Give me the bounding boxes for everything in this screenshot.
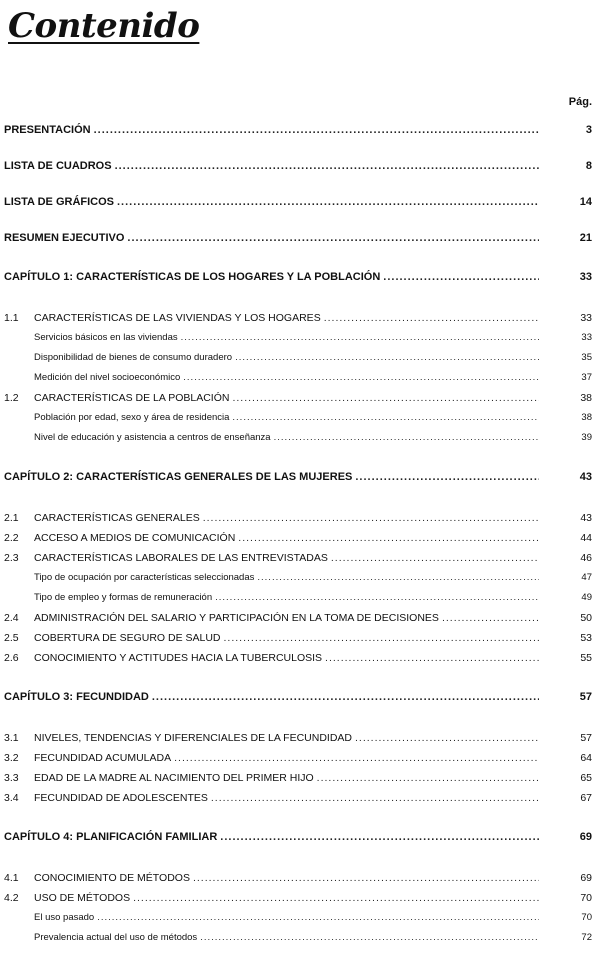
- toc-chapter-entry[interactable]: [0, 232, 600, 244]
- toc-chapter-entry[interactable]: [0, 196, 600, 208]
- toc-entry-label: CAPÍTULO 2: CARACTERÍSTICAS GENERALES DE LAS MUJERES: [4, 471, 353, 483]
- toc-entry-label: CONOCIMIENTO DE MÉTODOS: [34, 872, 190, 884]
- toc-section-entry[interactable]: [0, 532, 600, 544]
- dot-leader: [152, 691, 539, 703]
- dot-leader: [317, 772, 539, 784]
- toc-entry-label: NIVELES, TENDENCIAS Y DIFERENCIALES DE LA FECUNDIDAD: [34, 732, 353, 744]
- toc-subsection-entry[interactable]: [0, 932, 600, 943]
- toc-section-entry[interactable]: [0, 752, 600, 764]
- toc-entry-page-number: 43: [579, 471, 592, 483]
- toc-subsection-entry[interactable]: [0, 332, 600, 343]
- toc-entry-label: CAPÍTULO 4: PLANIFICACIÓN FAMILIAR: [4, 831, 218, 843]
- toc-section-entry[interactable]: [0, 772, 600, 784]
- toc-entry-page-number: 44: [580, 532, 592, 544]
- toc-entry-number: 1.1: [4, 312, 19, 324]
- dot-leader: [215, 592, 539, 603]
- dot-leader: [383, 271, 539, 283]
- toc-entry-page-number: 43: [580, 512, 592, 524]
- toc-entry-number: 2.6: [4, 652, 19, 664]
- toc-section-entry[interactable]: [0, 392, 600, 404]
- toc-entry-page-number: 33: [581, 332, 592, 343]
- toc-entry-page-number: 72: [581, 932, 592, 943]
- toc-section-entry[interactable]: [0, 872, 600, 884]
- toc-entry-label: LISTA DE GRÁFICOS: [4, 196, 114, 208]
- dot-leader: [181, 332, 539, 343]
- toc-entry-page-number: 8: [585, 160, 592, 172]
- toc-entry-label: Prevalencia actual del uso de métodos: [34, 932, 198, 943]
- toc-section-entry[interactable]: [0, 732, 600, 744]
- toc-entry-label: CARACTERÍSTICAS LABORALES DE LAS ENTREVISTADAS: [34, 552, 328, 564]
- toc-entry-page-number: 33: [580, 312, 592, 324]
- toc-entry-label: ADMINISTRACIÓN DEL SALARIO Y PARTICIPACIÓN EN LA TOMA DE DECISIONES: [34, 612, 439, 624]
- toc-chapter-entry[interactable]: [0, 691, 600, 703]
- dot-leader: [238, 532, 539, 544]
- dot-leader: [193, 872, 539, 884]
- toc-entry-page-number: 46: [580, 552, 592, 564]
- toc-entry-label: CARACTERÍSTICAS DE LA POBLACIÓN: [34, 392, 230, 404]
- toc-entry-label: CARACTERÍSTICAS GENERALES: [34, 512, 200, 524]
- toc-entry-label: CAPÍTULO 1: CARACTERÍSTICAS DE LOS HOGARES Y LA POBLACIÓN: [4, 271, 381, 283]
- toc-entry-page-number: 55: [580, 652, 592, 664]
- dot-leader: [211, 792, 539, 804]
- toc-entry-page-number: 21: [579, 232, 592, 244]
- toc-entry-page-number: 3: [585, 124, 592, 136]
- dot-leader: [115, 160, 539, 172]
- toc-entry-page-number: 49: [581, 592, 592, 603]
- toc-section-entry[interactable]: [0, 652, 600, 664]
- dot-leader: [274, 432, 539, 443]
- dot-leader: [220, 831, 539, 843]
- dot-leader: [325, 652, 539, 664]
- toc-entry-page-number: 14: [579, 196, 592, 208]
- toc-entry-page-number: 33: [579, 271, 592, 283]
- page-column-label: Pág.: [568, 96, 592, 108]
- dot-leader: [232, 412, 539, 423]
- toc-entry-page-number: 64: [580, 752, 592, 764]
- toc-chapter-entry[interactable]: [0, 831, 600, 843]
- dot-leader: [127, 232, 539, 244]
- toc-entry-page-number: 57: [579, 691, 592, 703]
- toc-entry-number: 2.3: [4, 552, 19, 564]
- toc-entry-label: Medición del nivel socioeconómico: [34, 372, 181, 383]
- toc-entry-label: FECUNDIDAD ACUMULADA: [34, 752, 172, 764]
- toc-entry-label: LISTA DE CUADROS: [4, 160, 112, 172]
- toc-section-entry[interactable]: [0, 792, 600, 804]
- toc-entry-page-number: 35: [581, 352, 592, 363]
- toc-section-entry[interactable]: [0, 632, 600, 644]
- toc-subsection-entry[interactable]: [0, 432, 600, 443]
- toc-entry-number: 2.1: [4, 512, 19, 524]
- toc-entry-label: Población por edad, sexo y área de residencia: [34, 412, 230, 423]
- toc-section-entry[interactable]: [0, 552, 600, 564]
- toc-entry-number: 4.1: [4, 872, 19, 884]
- toc-chapter-entry[interactable]: [0, 124, 600, 136]
- toc-entry-label: Servicios básicos en las viviendas: [34, 332, 178, 343]
- toc-entry-label: Disponibilidad de bienes de consumo duradero: [34, 352, 233, 363]
- toc-subsection-entry[interactable]: [0, 912, 600, 923]
- dot-leader: [224, 632, 539, 644]
- toc-entry-number: 1.2: [4, 392, 19, 404]
- toc-entry-page-number: 53: [580, 632, 592, 644]
- dot-leader: [203, 512, 539, 524]
- dot-leader: [200, 932, 539, 943]
- toc-entry-label: FECUNDIDAD DE ADOLESCENTES: [34, 792, 208, 804]
- toc-entry-number: 2.2: [4, 532, 19, 544]
- toc-entry-page-number: 70: [580, 892, 592, 904]
- toc-entry-page-number: 47: [581, 572, 592, 583]
- toc-entry-label: PRESENTACIÓN: [4, 124, 91, 136]
- dot-leader: [442, 612, 539, 624]
- toc-entry-label: Tipo de empleo y formas de remuneración: [34, 592, 213, 603]
- toc-entry-number: 3.3: [4, 772, 19, 784]
- toc-entry-label: EDAD DE LA MADRE AL NACIMIENTO DEL PRIMER HIJO: [34, 772, 314, 784]
- toc-section-entry[interactable]: [0, 512, 600, 524]
- page-title: Contenido: [8, 6, 200, 46]
- toc-entry-label: COBERTURA DE SEGURO DE SALUD: [34, 632, 221, 644]
- toc-entry-page-number: 70: [581, 912, 592, 923]
- toc-entry-number: 3.4: [4, 792, 19, 804]
- dot-leader: [257, 572, 539, 583]
- dot-leader: [133, 892, 539, 904]
- toc-entry-number: 2.5: [4, 632, 19, 644]
- toc-entry-page-number: 69: [580, 872, 592, 884]
- toc-entry-label: CONOCIMIENTO Y ACTITUDES HACIA LA TUBERCULOSIS: [34, 652, 323, 664]
- toc-entry-number: 3.1: [4, 732, 19, 744]
- toc-entry-label: Nivel de educación y asistencia a centros de enseñanza: [34, 432, 271, 443]
- toc-entry-page-number: 38: [580, 392, 592, 404]
- dot-leader: [331, 552, 539, 564]
- dot-leader: [117, 196, 539, 208]
- toc-subsection-entry[interactable]: [0, 372, 600, 383]
- dot-leader: [94, 124, 539, 136]
- dot-leader: [183, 372, 539, 383]
- toc-entry-page-number: 39: [581, 432, 592, 443]
- toc-subsection-entry[interactable]: [0, 592, 600, 603]
- toc-entry-label: El uso pasado: [34, 912, 95, 923]
- toc-entry-page-number: 69: [579, 831, 592, 843]
- toc-entry-page-number: 65: [580, 772, 592, 784]
- toc-entry-number: 4.2: [4, 892, 19, 904]
- dot-leader: [235, 352, 539, 363]
- dot-leader: [355, 471, 539, 483]
- toc-entry-number: 3.2: [4, 752, 19, 764]
- toc-chapter-entry[interactable]: [0, 160, 600, 172]
- toc-entry-label: CAPÍTULO 3: FECUNDIDAD: [4, 691, 149, 703]
- toc-subsection-entry[interactable]: [0, 352, 600, 363]
- toc-entry-page-number: 57: [580, 732, 592, 744]
- toc-entry-label: ACCESO A MEDIOS DE COMUNICACIÓN: [34, 532, 236, 544]
- toc-subsection-entry[interactable]: [0, 572, 600, 583]
- toc-entry-label: USO DE MÉTODOS: [34, 892, 131, 904]
- toc-entry-page-number: 37: [581, 372, 592, 383]
- dot-leader: [97, 912, 539, 923]
- dot-leader: [355, 732, 539, 744]
- toc-section-entry[interactable]: [0, 312, 600, 324]
- dot-leader: [324, 312, 539, 324]
- toc-chapter-entry[interactable]: [0, 471, 600, 483]
- toc-entry-number: 2.4: [4, 612, 19, 624]
- dot-leader: [232, 392, 539, 404]
- toc-entry-label: RESUMEN EJECUTIVO: [4, 232, 125, 244]
- toc-entry-label: Tipo de ocupación por características seleccionadas: [34, 572, 255, 583]
- toc-section-entry[interactable]: [0, 612, 600, 624]
- toc-entry-label: CARACTERÍSTICAS DE LAS VIVIENDAS Y LOS HOGARES: [34, 312, 321, 324]
- toc-entry-page-number: 38: [581, 412, 592, 423]
- toc-entry-page-number: 50: [580, 612, 592, 624]
- toc-section-entry[interactable]: [0, 892, 600, 904]
- toc-entry-page-number: 67: [580, 792, 592, 804]
- toc-subsection-entry[interactable]: [0, 412, 600, 423]
- dot-leader: [174, 752, 539, 764]
- toc-chapter-entry[interactable]: [0, 271, 600, 283]
